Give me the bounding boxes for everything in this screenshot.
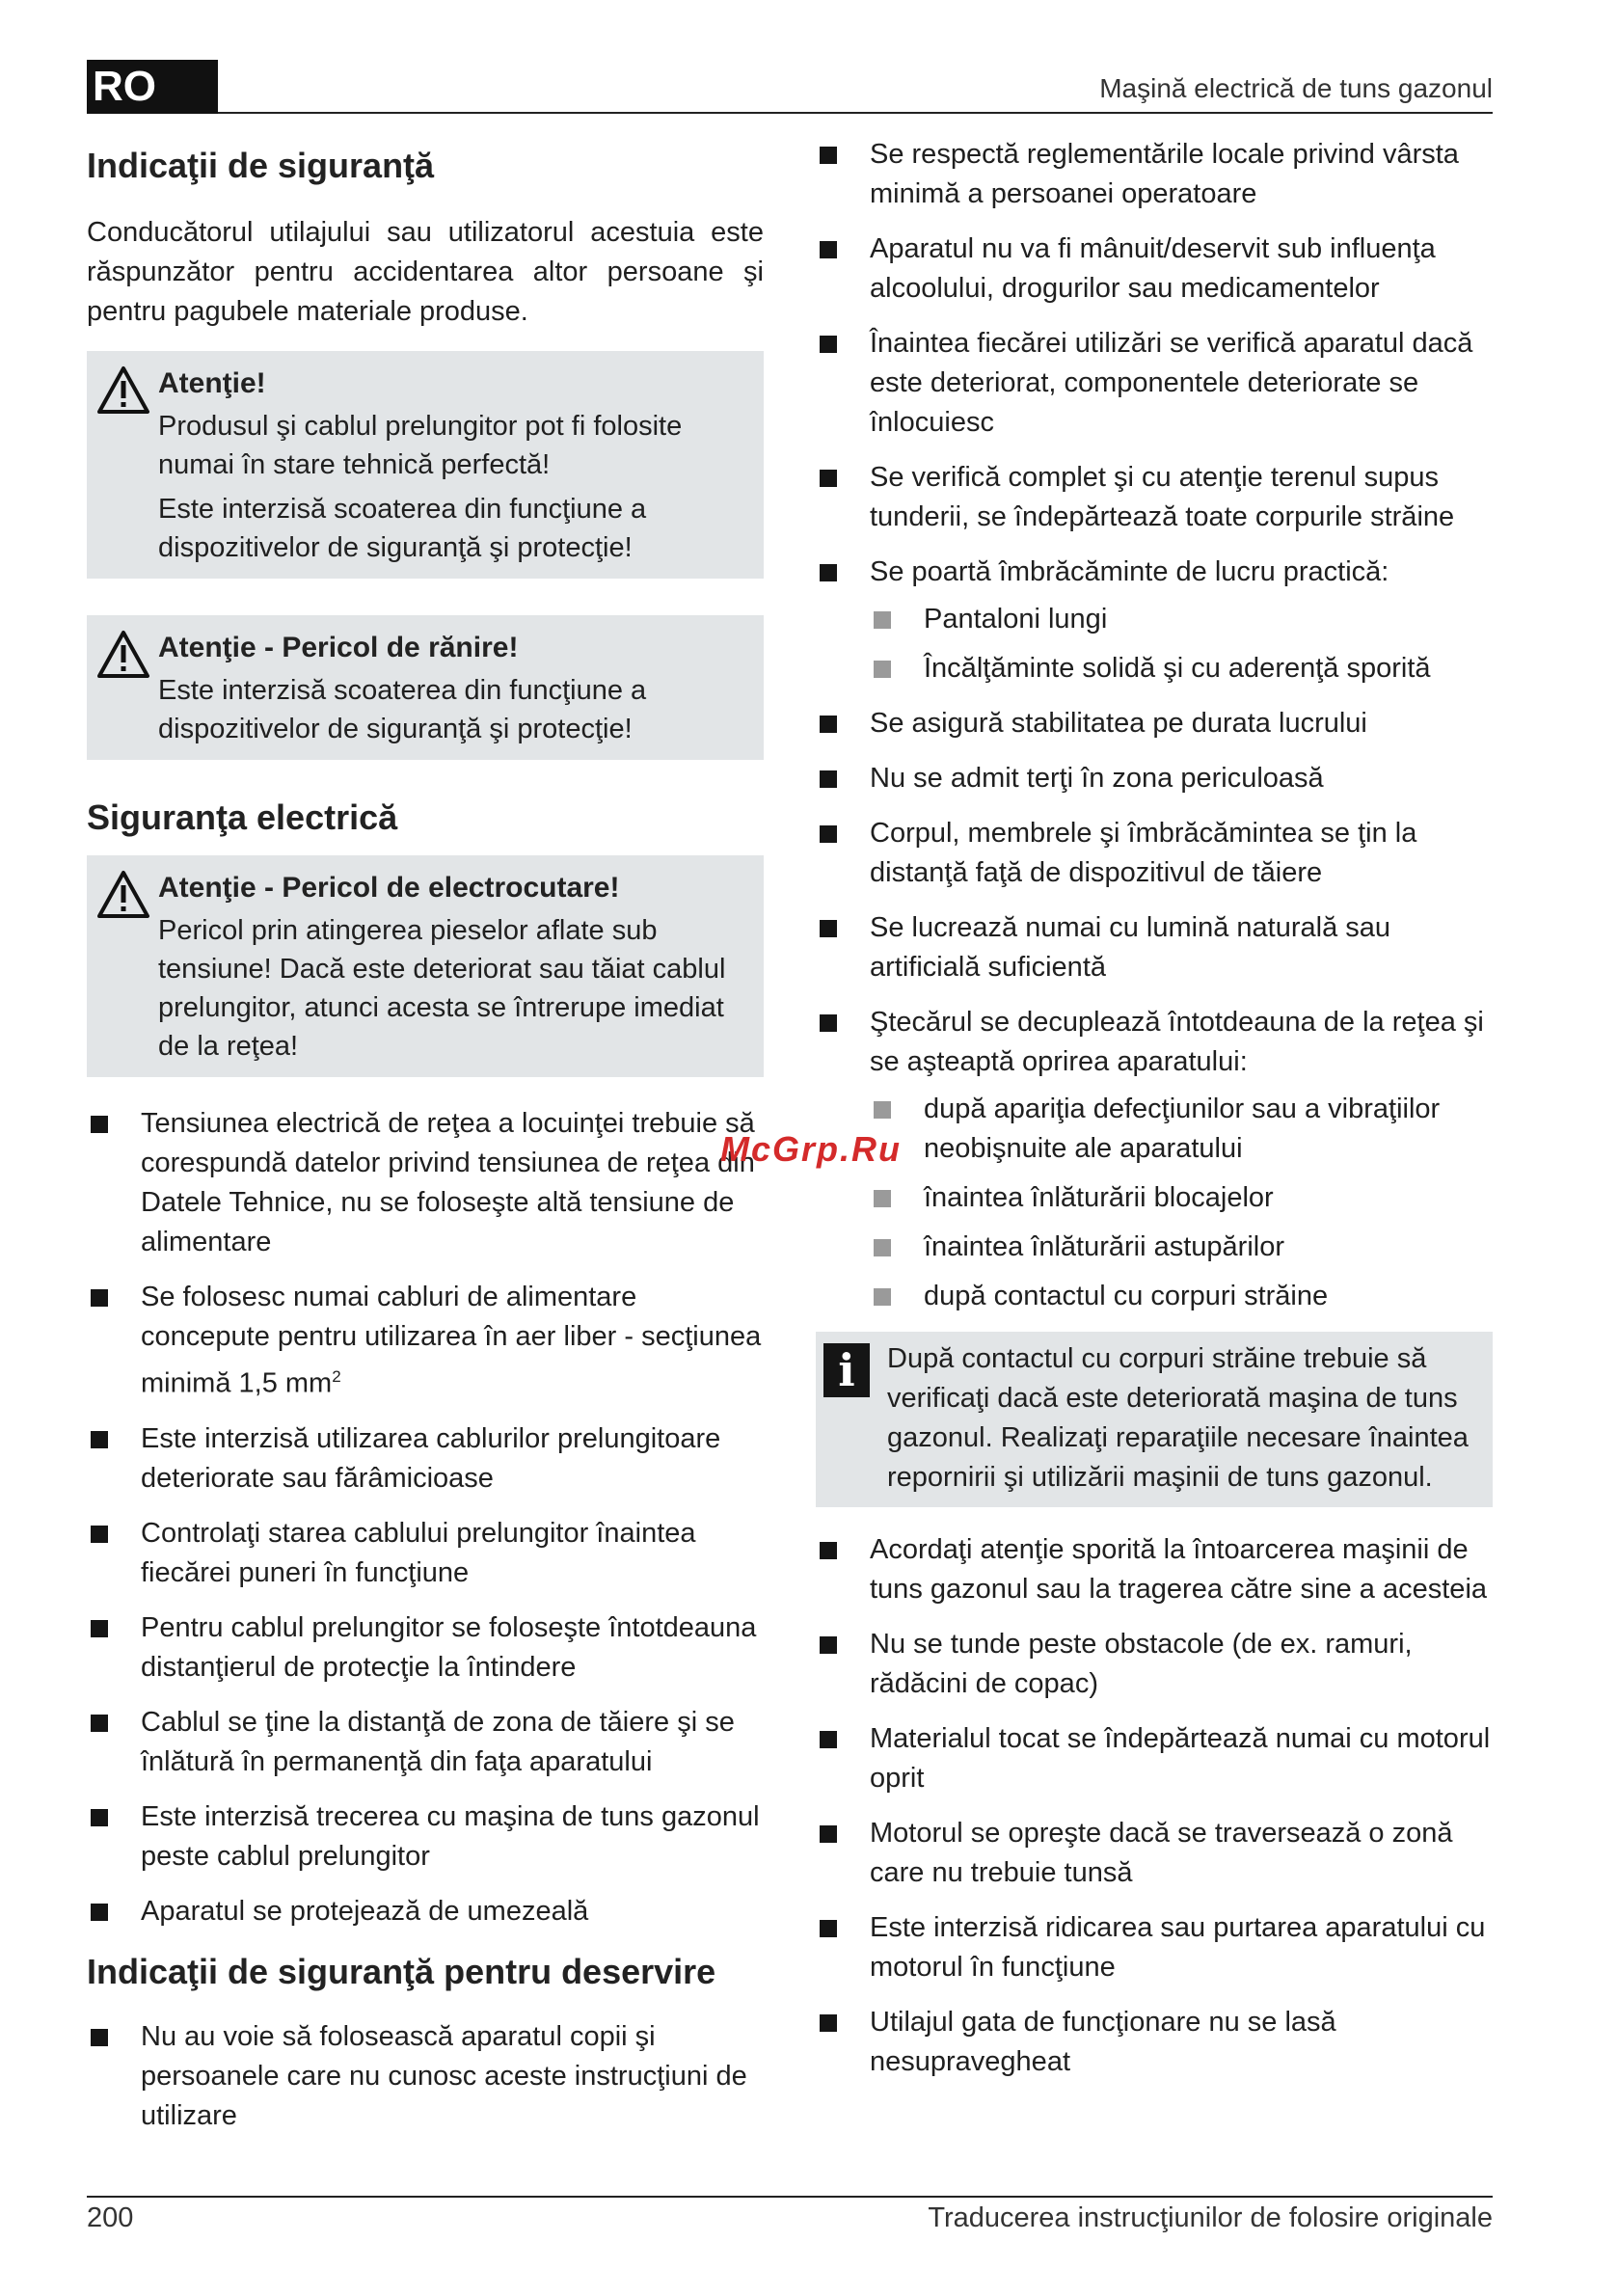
bullet-square-icon (820, 1636, 837, 1654)
sub-bullet-square-icon (874, 1101, 891, 1119)
info-icon: i (823, 1343, 870, 1397)
list-item: Utilajul gata de funcţionare nu se lasă nesupravegheat (816, 2003, 1493, 2082)
warning-title: Atenţie - Pericol de rănire! (158, 632, 519, 664)
bullet-square-icon (820, 920, 837, 937)
info-box (816, 1332, 1493, 1507)
warning-box-attention (87, 351, 764, 579)
list-item: Corpul, membrele şi îmbrăcămintea se ţin la distanţă faţă de dispozitivul de tăiere (816, 814, 1493, 893)
warning-box-injury (87, 615, 764, 760)
sub-bullet-square-icon (874, 1288, 891, 1306)
list-item: Aparatul nu va fi mânuit/deservit sub influenţa alcoolului, drogurilor sau medicamentelor (816, 230, 1493, 309)
sub-bullet-square-icon (874, 611, 891, 629)
footer-title: Traducerea instrucţiunilor de folosire originale (928, 2202, 1493, 2233)
heading-safety: Indicaţii de siguranţă (87, 146, 435, 185)
bullet-square-icon (91, 1620, 108, 1637)
sublist-item: Încălţăminte solidă şi cu aderenţă sporită (870, 649, 1493, 689)
list-item: Se lucrează numai cu lumină naturală sau artificială suficientă (816, 908, 1493, 987)
unplug-sublist (870, 1090, 1493, 1316)
list-item: Este interzisă utilizarea cablurilor prelungitoare deteriorate sau fărâmicioase (87, 1419, 764, 1499)
heading-electrical-safety: Siguranţa electrică (87, 797, 398, 838)
list-item: Motorul se opreşte dacă se traversează o zonă care nu trebuie tunsă (816, 1814, 1493, 1893)
list-item: Nu au voie să folosească aparatul copii şi persoanele care nu cunosc aceste instrucţiuni de utilizare (87, 2017, 764, 2136)
bullet-square-icon (820, 1014, 837, 1032)
left-column (87, 125, 764, 2151)
sublist-item: înaintea înlăturării blocajelor (870, 1178, 1493, 1218)
language-tag: RO (87, 60, 218, 114)
list-item: Cablul se ţine la distanţă de zona de tăiere şi se înlătură în permanenţă din faţa aparatului (87, 1703, 764, 1782)
bullet-square-icon (820, 1542, 837, 1559)
list-item: Este interzisă trecerea cu maşina de tuns gazonul peste cablul prelungitor (87, 1797, 764, 1877)
operation-list-b (816, 704, 1493, 1316)
superscript: 2 (332, 1367, 341, 1387)
bullet-square-icon (820, 336, 837, 353)
warning-title: Atenţie - Pericol de electrocutare! (158, 872, 620, 905)
list-item: Pentru cablul prelungitor se foloseşte întotdeauna distanţierul de protecţie la întindere (87, 1608, 764, 1688)
bullet-square-icon (820, 2014, 837, 2032)
warning-text: Este interzisă scoaterea din funcţiune a dispozitivelor de siguranţă şi protecţie! (158, 675, 647, 745)
list-item: Se poartă îmbrăcăminte de lucru practică: Pantaloni lungi Încălţăminte solidă şi cu aderenţă sporită (816, 553, 1493, 689)
list-item: Tensiunea electrică de reţea a locuinţei trebuie să corespundă datelor privind tensiunea de reţea din Datele Tehnice, nu se foloseşte altă tensiune de alimentare (87, 1104, 764, 1262)
header-rule (218, 112, 1493, 114)
bullet-square-icon (820, 1731, 837, 1748)
warning-text: Este interzisă scoaterea din funcţiune a dispozitivelor de siguranţă şi protecţie! (158, 494, 647, 564)
sublist-item: Pantaloni lungi (870, 600, 1493, 639)
bullet-square-icon (820, 241, 837, 258)
bullet-square-icon (820, 1920, 837, 1937)
list-item: Acordaţi atenţie sporită la întoarcerea maşinii de tuns gazonul sau la tragerea către sine a acesteia (816, 1530, 1493, 1609)
warning-text: Produsul şi cablul prelungitor pot fi folosite numai în stare tehnică perfectă! (158, 411, 683, 481)
bullet-square-icon (820, 825, 837, 843)
list-item: Controlaţi starea cablului prelungitor înaintea fiecărei puneri în funcţiune (87, 1514, 764, 1593)
sublist-item: după contactul cu corpuri străine (870, 1277, 1493, 1316)
sub-bullet-square-icon (874, 661, 891, 678)
footer-rule (87, 2196, 1493, 2198)
bullet-square-icon (820, 564, 837, 581)
list-item: Se respectă reglementările locale privind vârsta minimă a persoanei operatoare (816, 135, 1493, 214)
list-item: Se asigură stabilitatea pe durata lucrului (816, 704, 1493, 743)
warning-triangle-icon (96, 365, 150, 415)
intro-paragraph: Conducătorul utilajului sau utilizatorul acestuia este răspunzător pentru accidentarea altor persoane şi pentru pagubele materiale produse. (87, 217, 764, 328)
list-item: Materialul tocat se îndepărtează numai cu motorul oprit (816, 1719, 1493, 1798)
list-item: Este interzisă ridicarea sau purtarea aparatului cu motorul în funcţiune (816, 1908, 1493, 1987)
page-number: 200 (87, 2202, 134, 2233)
header-title: Maşină electrică de tuns gazonul (1099, 73, 1493, 103)
sub-bullet-square-icon (874, 1239, 891, 1256)
list-item: Se folosesc numai cabluri de alimentare concepute pentru utilizarea în aer liber - secţiunea minimă 1,5 $mm^2$ (87, 1278, 764, 1404)
bullet-square-icon (91, 1526, 108, 1543)
operation-safety-list (87, 2017, 764, 2136)
warning-title: Atenţie! (158, 367, 266, 400)
bullet-square-icon (820, 770, 837, 788)
list-item: Se verifică complet şi cu atenţie terenul supus tunderii, se îndepărtează toate corpurile străine (816, 458, 1493, 537)
bullet-square-icon (91, 1715, 108, 1732)
heading-operation-safety: Indicaţii de siguranţă pentru deservire (87, 1952, 716, 1992)
warning-triangle-icon (96, 629, 150, 679)
list-item: Nu se tunde peste obstacole (de ex. ramuri, rădăcini de copac) (816, 1625, 1493, 1704)
warning-text: Pericol prin atingerea pieselor aflate sub tensiune! Dacă este deteriorat sau tăiat cablul prelungitor, atunci acesta se întrerupe imediat de la reţea! (158, 915, 726, 1063)
right-column (816, 135, 1493, 2097)
bullet-square-icon (820, 1825, 837, 1843)
list-item: Aparatul se protejează de umezeală (87, 1892, 764, 1931)
bullet-square-icon (91, 1289, 108, 1307)
warning-triangle-icon (96, 869, 150, 919)
bullet-square-icon (820, 470, 837, 487)
info-text: După contactul cu corpuri străine trebuie să verificaţi dacă este deteriorată maşina de tuns gazonul. Realizaţi reparaţiile necesare înaintea repornirii şi utilizării maşinii de tuns gazonul. (887, 1343, 1469, 1493)
operation-list-c (816, 1530, 1493, 2082)
electrical-safety-list (87, 1104, 764, 1931)
list-item: Nu se admit terţi în zona periculoasă (816, 759, 1493, 798)
operation-list-a (816, 135, 1493, 689)
list-item: Ştecărul se decuplează întotdeauna de la reţea şi se aşteaptă oprirea aparatului: după apariţia defecţiunilor sau a vibraţiilor neobişnuite ale aparatului înaintea înlăturării blocajelor înaintea înlăturării astupărilor după contactul cu corpuri străine (816, 1003, 1493, 1316)
warning-box-electrocution (87, 855, 764, 1077)
sublist-item: înaintea înlăturării astupărilor (870, 1228, 1493, 1267)
list-item: Înaintea fiecărei utilizări se verifică aparatul dacă este deteriorat, componentele deteriorate se înlocuiesc (816, 324, 1493, 443)
bullet-square-icon (91, 1116, 108, 1133)
bullet-square-icon (91, 1431, 108, 1448)
bullet-square-icon (91, 1809, 108, 1826)
bullet-square-icon (820, 147, 837, 164)
sublist-item: după apariţia defecţiunilor sau a vibraţiilor neobişnuite ale aparatului (870, 1090, 1493, 1169)
bullet-square-icon (820, 716, 837, 733)
watermark: McGrp.Ru (720, 1129, 903, 1169)
clothing-sublist (870, 600, 1493, 689)
bullet-square-icon (91, 1904, 108, 1921)
bullet-square-icon (91, 2029, 108, 2046)
sub-bullet-square-icon (874, 1190, 891, 1207)
